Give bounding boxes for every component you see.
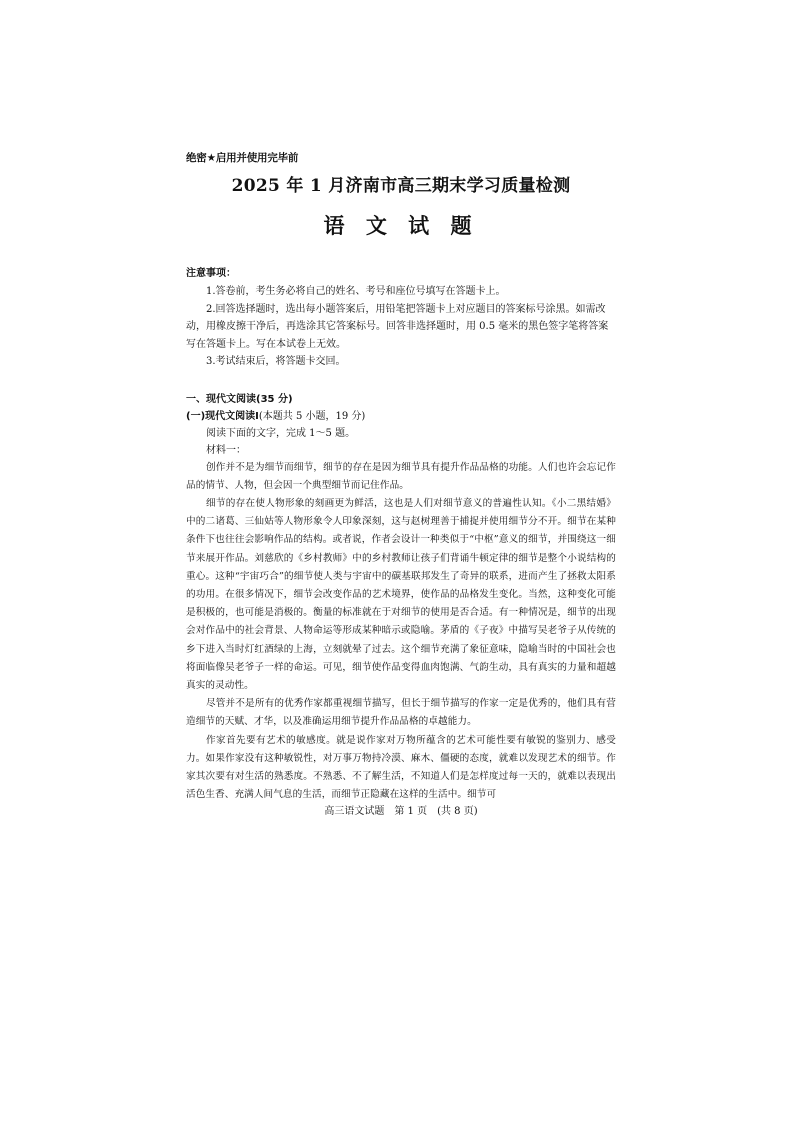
exam-title: 2025 年 1 月济南市高三期末学习质量检测 bbox=[231, 176, 571, 196]
passage bbox=[186, 459, 616, 805]
sub-section-name: (一)现代文阅读Ⅰ bbox=[186, 410, 259, 422]
notes-item-3: 3.考试结束后，将答题卡交回。 bbox=[206, 356, 346, 367]
notes-item-2: 2.回答选择题时，选出每小题答案后，用铅笔把答题卡上对应题目的答案标号涂黑。如需改动，用橡皮擦干净后，再选涂其它答案标号。回答非选择题时，用 0.5 毫米的黑色签字笔将答案写在答题卡上。写在本试卷上无效。 bbox=[186, 303, 609, 350]
subject-title: 语 文 试 题 bbox=[323, 213, 479, 238]
secret-label: 绝密★启用并使用完毕前 bbox=[186, 152, 299, 164]
passage-paragraph-1: 创作并不是为细节而细节，细节的存在是因为细节具有提升作品品格的功能。人们也许会忘记作品的情节、人物，但会因一个典型细节而记住作品。 bbox=[186, 461, 616, 491]
reading-instruction: 阅读下面的文字，完成 1～5 题。 bbox=[206, 427, 356, 439]
sub-section-title bbox=[186, 408, 616, 425]
notes-list bbox=[186, 283, 616, 371]
notes-title: 注意事项： bbox=[186, 268, 236, 279]
page-footer: 高三语文试题 第 1 页 (共 8 页) bbox=[324, 806, 478, 817]
notes-item-1: 1.答卷前，考生务必将自己的姓名、考号和座位号填写在答题卡上。 bbox=[206, 286, 506, 297]
material-label: 材料一： bbox=[206, 444, 246, 456]
passage-paragraph-3: 尽管并不是所有的优秀作家都重视细节描写，但长于细节描写的作家一定是优秀的，他们具有营造细节的天赋、才华，以及准确运用细节提升作品品格的卓越能力。 bbox=[186, 698, 616, 728]
passage-paragraph-2: 细节的存在使人物形象的刻画更为鲜活，这也是人们对细节意义的普遍性认知。《小二黑结婚》中的二诸葛、三仙姑等人物形象令人印象深刻，这与赵树理善于捕捉并使用细节分不开。细节在某种条件下也往往会影响作品的结构。或者说，作者会设计一种类似于“中枢”意义的细节，并围绕这一细节来展开作品。刘慈欣的《乡村教师》中的乡村教师让孩子们背诵牛顿定律的细节是整个小说结构的重心。这种“宇宙巧合”的细节使人类与宇宙中的碳基联邦发生了奇异的联系，进而产生了拯救太阳系的功用。在很多情况下，细节会改变作品的艺术境界，使作品的品格发生变化。当然，这种变化可能是积极的，也可能是消极的。衡量的标准就在于对细节的使用是否合适。有一种情况是，细节的出现会对作品中的社会背景、人物命运等形成某种暗示或隐喻。茅盾的《子夜》中描写吴老爷子从传统的乡下进入当时灯红酒绿的上海，立刻就晕了过去。这个细节充满了象征意味，隐喻当时的中国社会也将面临像吴老爷子一样的命运。可见，细节使作品变得血肉饱满、气韵生动，具有真实的力量和超越真实的灵动性。 bbox=[186, 497, 616, 691]
section-title: 一、现代文阅读(35 分) bbox=[186, 393, 293, 405]
passage-paragraph-4: 作家首先要有艺术的敏感度。就是说作家对万物所蕴含的艺术可能性要有敏锐的鉴别力、感受力。如果作家没有这种敏锐性，对万事万物持冷漠、麻木、僵硬的态度，就难以发现艺术的细节。作家其次要有对生活的熟悉度。不熟悉、不了解生活，不知道人们是怎样度过每一天的，就难以表现出活色生香、充满人间气息的生活，而细节正隐藏在这样的生活中。细节可 bbox=[186, 734, 616, 801]
exam-page bbox=[186, 150, 616, 804]
sub-section-note: (本题共 5 小题，19 分) bbox=[258, 410, 366, 422]
